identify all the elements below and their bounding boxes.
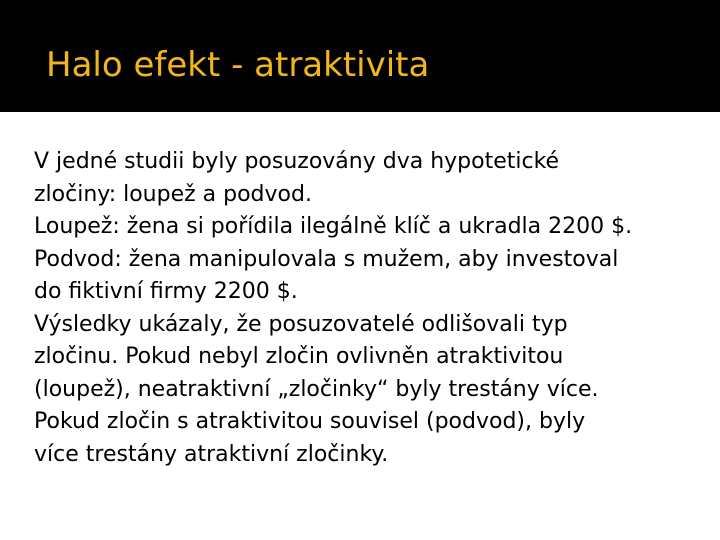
body-line: zločinu. Pokud nebyl zločin ovlivněn atraktivitou: [34, 344, 564, 369]
body-line: více trestány atraktivní zločinky.: [34, 441, 389, 467]
title-bar: [0, 0, 720, 112]
body-line: Podvod: žena manipulovala s mužem, aby investoval: [34, 246, 619, 272]
body-line: V jedné studii byly posuzovány dva hypotetické: [34, 149, 560, 174]
body-line: Loupež: žena si pořídila ilegálně klíč a ukradla 2200 $.: [34, 214, 633, 239]
body-line: Výsledky ukázaly, že posuzovatelé odlišovali typ: [34, 311, 568, 337]
slide-body: [34, 146, 694, 471]
body-line: Pokud zločin s atraktivitou souvisel (podvod), byly: [34, 409, 586, 434]
body-line: zločiny: loupež a podvod.: [34, 181, 312, 207]
body-line: (loupež), neatraktivní „zločinky“ byly trestány více.: [34, 376, 599, 402]
slide-title: Halo efekt - atraktivita: [46, 45, 430, 85]
body-line: do fiktivní firmy 2200 $.: [34, 279, 298, 304]
